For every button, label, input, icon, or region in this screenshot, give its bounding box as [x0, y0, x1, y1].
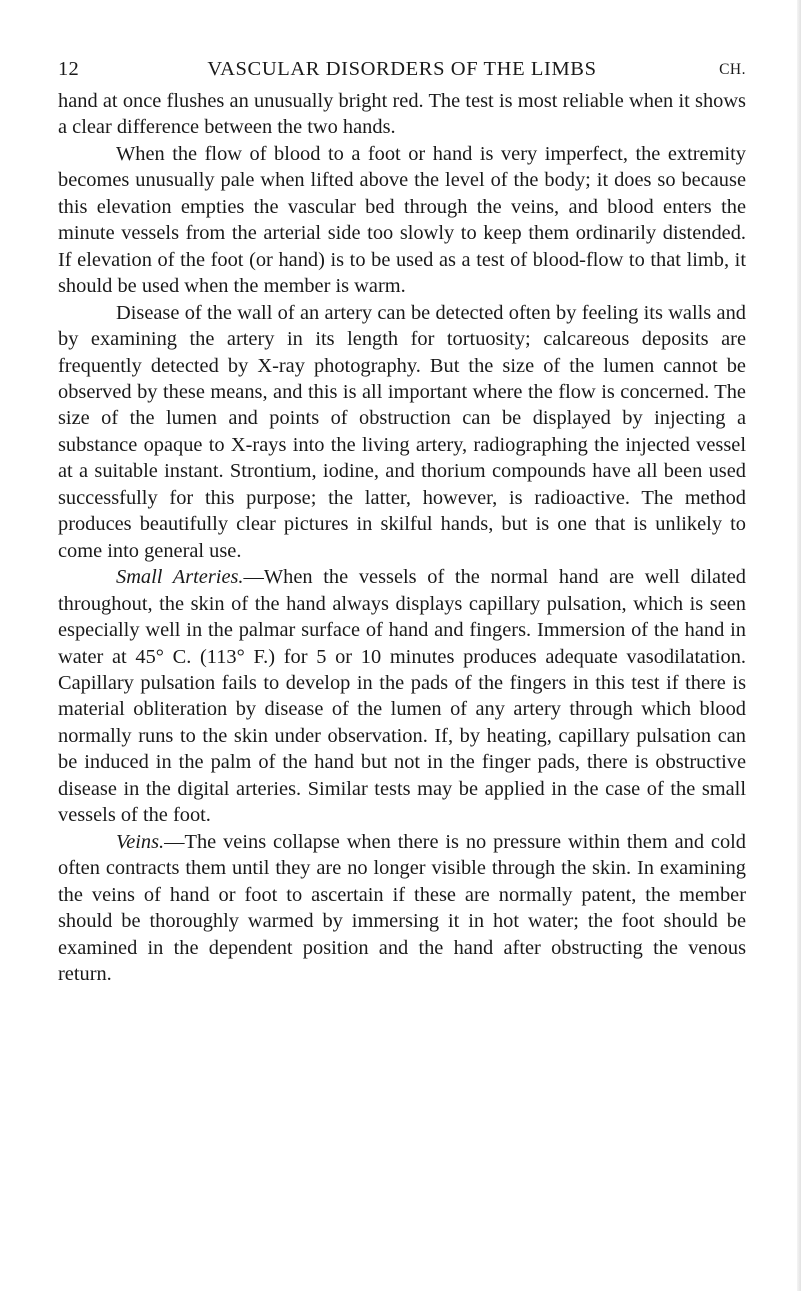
paragraph-veins [58, 829, 746, 988]
running-title: VASCULAR DISORDERS OF THE LIMBS [207, 58, 597, 80]
paragraph-elevation-test: When the flow of blood to a foot or hand is very imperfect, the extremity becomes unusually pale when lifted above the level of the body; it does so because this elevation empties the vascular bed through the veins, and blood enters the minute vessels from the arterial side too slowly to keep them ordinarily distended. If elevation of the foot (or hand) is to be used as a test of blood-flow to that limb, it should be used when the member is warm. [58, 142, 746, 298]
paragraph-continuation: hand at once flushes an unusually bright red. The test is most reliable when it shows a clear difference between the two hands. [58, 90, 746, 139]
page-edge [797, 0, 801, 1291]
paragraph-arterial-wall: Disease of the wall of an artery can be detected often by feeling its walls and by examining the artery in its length for tortuosity; calcareous deposits are frequently detected by X-ray photography. But the size of the lumen cannot be observed by these means, and this is all important where the flow is concerned. The size of the lumen and points of obstruction can be displayed by injecting a substance opaque to X-rays into the living artery, radiographing the injected vessel at a suitable instant. Strontium, iodine, and thorium compounds have all been used successfully for this purpose; the latter, however, is radioactive. The method produces beautifully clear pictures in skilful hands, but is one that is unlikely to come into general use. [58, 301, 746, 562]
veins-text: —The veins collapse when there is no pressure within them and cold often contracts them until they are no longer visible through the skin. In examining the veins of hand or foot to ascertain if these are normally patent, the member should be thoroughly warmed by immersing it in hot water; the foot should be examined in the dependent position and the hand after obstructing the venous return. [58, 830, 746, 985]
running-head [58, 58, 746, 86]
small-arteries-heading: Small Arteries. [116, 566, 244, 589]
veins-heading: Veins. [116, 830, 165, 853]
small-arteries-text: —When the vessels of the normal hand are well dilated throughout, the skin of the hand always displays capillary pulsation, which is seen especially well in the palmar surface of hand and fingers. Immersion of the hand in water at 45° C. (113° F.) for 5 or 10 minutes produces adequate vasodilatation. Capillary pulsation fails to develop in the pads of the fingers in this test if there is material obliteration by disease of the lumen of any artery through which blood normally runs to the skin under observation. If, by heating, capillary pulsation can be induced in the palm of the hand but not in the finger pads, there is obstructive disease in the digital arteries. Similar tests may be applied in the case of the small vessels of the foot. [58, 566, 746, 827]
page-number: 12 [58, 58, 80, 80]
paragraph-small-arteries [58, 564, 746, 829]
chapter-mark: CH. [719, 61, 746, 78]
body-text [58, 88, 746, 987]
